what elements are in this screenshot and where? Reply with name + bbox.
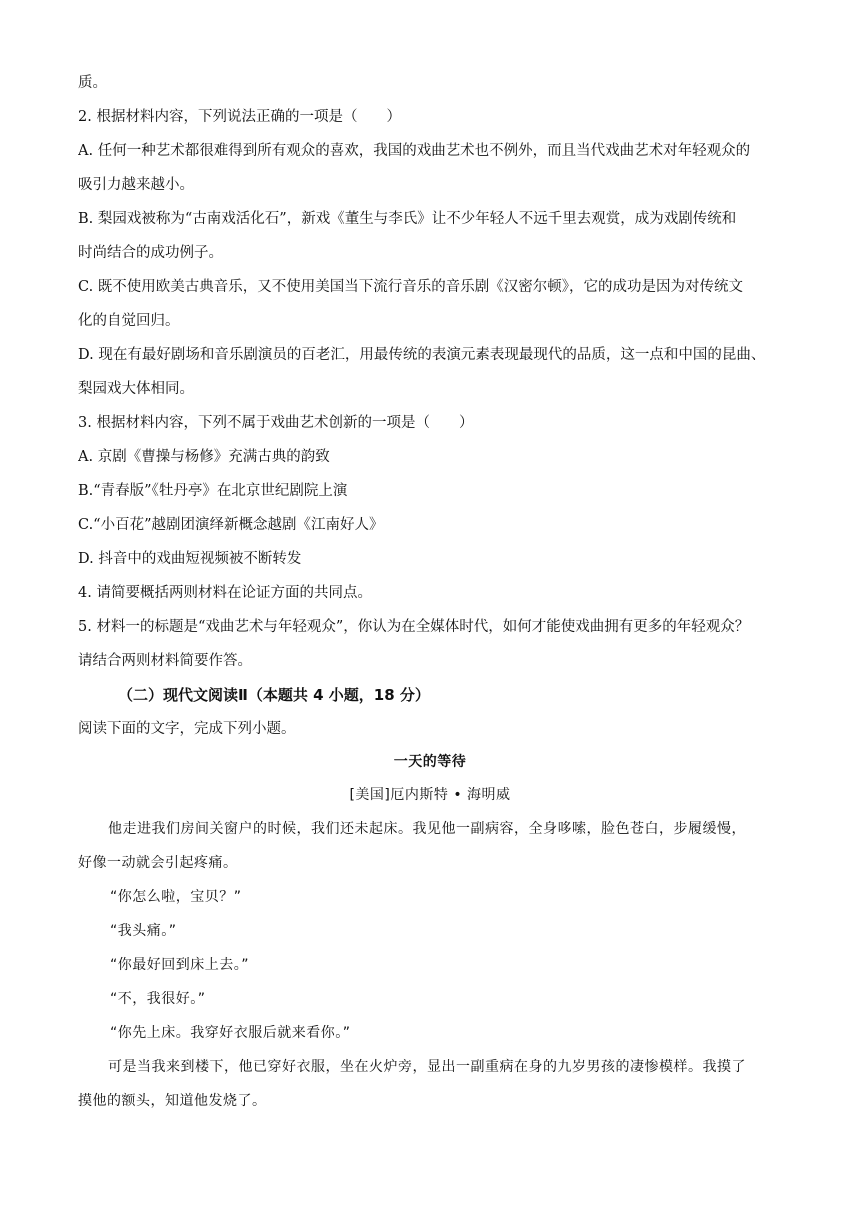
question-2-stem: 2. 根据材料内容，下列说法正确的一项是（ ）	[78, 109, 401, 125]
question-3-option-a: A. 京剧《曹操与杨修》充满古典的韵致	[78, 449, 330, 465]
question-4: 4. 请简要概括两则材料在论证方面的共同点。	[78, 585, 372, 601]
story-dialogue-3: “你最好回到床上去。”	[110, 957, 250, 973]
question-2-option-d: D. 现在有最好剧场和音乐剧演员的百老汇，用最传统的表演元素表现最现代的品质，这一点和中国的昆曲、	[78, 347, 766, 363]
story-dialogue-1: “你怎么啦，宝贝？”	[110, 889, 242, 905]
question-2-option-d-cont: 梨园戏大体相同。	[78, 381, 194, 397]
story-paragraph-1: 他走进我们房间关窗户的时候，我们还未起床。我见他一副病容，全身哆嗦，脸色苍白，步履缓慢，	[108, 821, 746, 837]
question-3-option-d: D. 抖音中的戏曲短视频被不断转发	[78, 551, 302, 567]
question-2-option-a-cont: 吸引力越来越小。	[78, 177, 194, 193]
section-heading: （二）现代文阅读Ⅱ（本题共 4 小题，18 分）	[118, 686, 430, 704]
question-2-option-b: B. 梨园戏被称为“古南戏活化石”，新戏《董生与李氏》让不少年轻人不远千里去观赏，成为戏剧传统和	[78, 211, 737, 227]
story-paragraph-1-cont: 好像一动就会引起疼痛。	[78, 855, 238, 871]
question-2-option-a: A. 任何一种艺术都很难得到所有观众的喜欢，我国的戏曲艺术也不例外，而且当代戏曲艺术对年轻观众的	[78, 143, 751, 159]
question-2-option-b-cont: 时尚结合的成功例子。	[78, 245, 223, 261]
story-dialogue-4: “不，我很好。”	[110, 991, 206, 1007]
question-5: 5. 材料一的标题是“戏曲艺术与年轻观众”，你认为在全媒体时代，如何才能使戏曲拥有更多的年轻观众？	[78, 619, 750, 635]
question-3-option-b: B.“青春版”《牡丹亭》在北京世纪剧院上演	[78, 483, 348, 499]
question-3-option-c: C.“小百花”越剧团演绎新概念越剧《江南好人》	[78, 517, 384, 533]
story-paragraph-2: 可是当我来到楼下，他已穿好衣服，坐在火炉旁，显出一副重病在身的九岁男孩的凄惨模样。我摸了	[108, 1059, 746, 1075]
story-author: [美国]厄内斯特 • 海明威	[349, 787, 511, 803]
story-paragraph-2-cont: 摸他的额头，知道他发烧了。	[78, 1093, 267, 1109]
section-instruction: 阅读下面的文字，完成下列小题。	[78, 721, 296, 737]
question-2-option-c: C. 既不使用欧美古典音乐，又不使用美国当下流行音乐的音乐剧《汉密尔顿》，它的成功是因为对传统文	[78, 279, 744, 295]
question-5-cont: 请结合两则材料简要作答。	[78, 653, 252, 669]
continuation-text: 质。	[78, 75, 107, 91]
question-2-option-c-cont: 化的自觉回归。	[78, 313, 180, 329]
story-dialogue-2: “我头痛。”	[110, 923, 177, 939]
story-title: 一天的等待	[393, 754, 467, 770]
story-dialogue-5: “你先上床。我穿好衣服后就来看你。”	[110, 1025, 351, 1041]
question-3-stem: 3. 根据材料内容，下列不属于戏曲艺术创新的一项是（ ）	[78, 415, 474, 431]
